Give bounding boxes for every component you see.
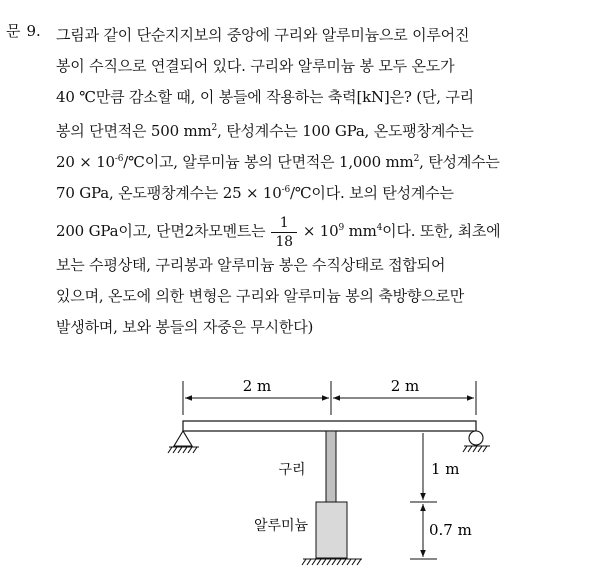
- aluminum-rod: [316, 502, 347, 558]
- aluminum-length-label: 0.7 m: [429, 521, 472, 539]
- copper-area-text: 봉의 단면적은 500 mm: [56, 122, 212, 140]
- superscript: -6: [281, 185, 290, 195]
- text-line-2: 봉이 수직으로 연결되어 있다. 구리와 알루미늄 봉 모두 온도가: [56, 57, 455, 75]
- pin-support: [168, 431, 199, 453]
- beam-modulus-text: /℃이다. 보의 탄성계수는: [290, 184, 454, 202]
- superscript: -6: [114, 154, 124, 164]
- beam-inertia-text: 200 GPa이고, 단면2차모멘트는: [56, 222, 266, 240]
- aluminum-label: 알루미늄: [253, 518, 309, 534]
- inertia-tail-text: 이다. 또한, 최초에: [382, 222, 501, 240]
- copper-expansion-text: 20 × 10: [56, 153, 115, 171]
- superscript: 4: [376, 223, 383, 233]
- superscript: 2: [413, 154, 420, 164]
- copper-length-label: 1 m: [431, 460, 460, 478]
- copper-rod: [326, 431, 336, 502]
- dim-left-label: 2 m: [242, 377, 272, 395]
- beam: [183, 421, 476, 431]
- copper-modulus-text: , 탄성계수는 100 GPa, 온도팽창계수는: [217, 122, 474, 140]
- roller-support: [463, 431, 490, 452]
- text-line-8: 보는 수평상태, 구리봉과 알루미늄 봉은 수직상태로 접합되어: [56, 256, 446, 274]
- aluminum-modulus-text: , 탄성계수는: [419, 153, 500, 171]
- inertia-multiplier: × 10: [302, 222, 339, 240]
- superscript: 2: [211, 123, 218, 133]
- aluminum-expansion-text: 70 GPa, 온도팽창계수는 25 × 10: [56, 184, 282, 202]
- fraction-numerator: 1: [271, 216, 296, 233]
- text-line-3: 40 ℃만큼 감소할 때, 이 봉들에 작용하는 축력[kN]은? (단, 구리: [56, 88, 474, 106]
- superscript: 9: [338, 223, 345, 233]
- text-line-9: 있으며, 온도에 의한 변형은 구리와 알루미늄 봉의 축방향으로만: [56, 287, 465, 305]
- question-label: 문: [6, 22, 21, 40]
- inertia-unit: mm: [344, 222, 377, 240]
- text-line-1: 그림과 같이 단순지지보의 중앙에 구리와 알루미늄으로 이루어진: [56, 26, 470, 44]
- dim-right-label: 2 m: [390, 377, 420, 395]
- ground-support: [302, 559, 362, 565]
- rod-dimension: [410, 433, 437, 559]
- aluminum-area-text: /℃이고, 알루미늄 봉의 단면적은 1,000 mm: [123, 153, 414, 171]
- span-dimension: [183, 381, 476, 415]
- fraction-denominator: 18: [275, 233, 293, 250]
- question-index: 9.: [26, 22, 41, 40]
- copper-label: 구리: [278, 462, 306, 478]
- text-line-10: 발생하며, 보와 봉들의 자중은 무시한다): [56, 318, 314, 336]
